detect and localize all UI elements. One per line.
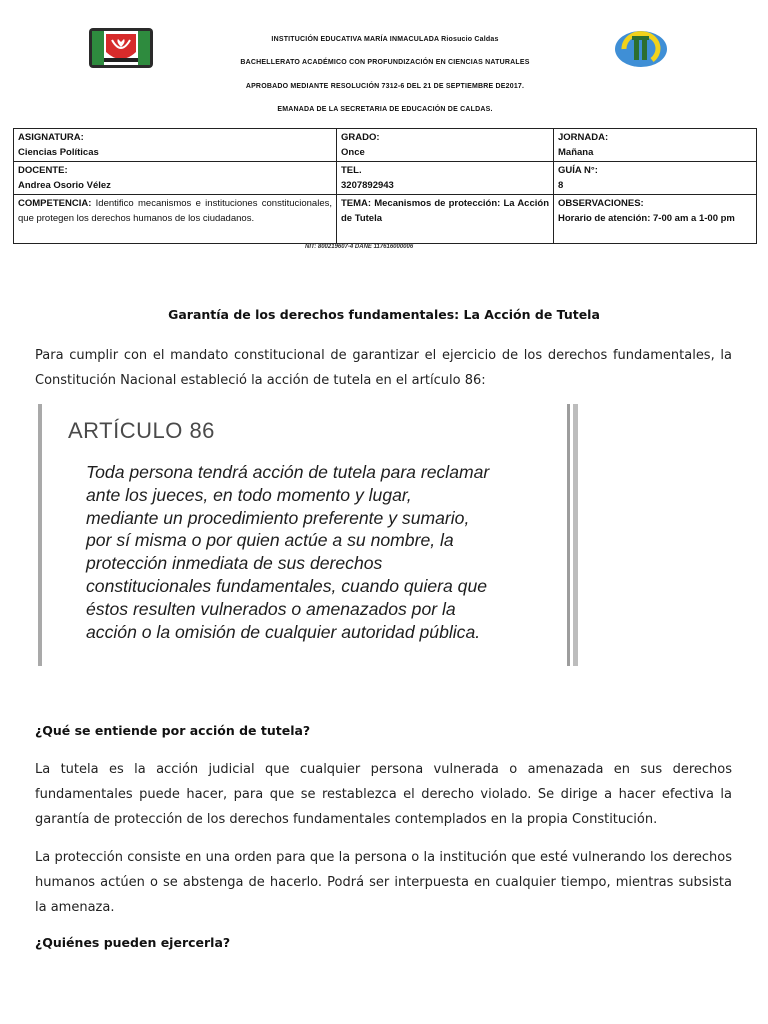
intro-paragraph: Para cumplir con el mandato constitucional de garantizar el ejercicio de los derechos fundamentales, la Constitución Nacional estableció la acción de tutela en el artículo 86: [35,348,732,388]
document-header [0,0,768,125]
jornada-value: Mañana [558,147,594,158]
protection-paragraph: La protección consiste en una orden para que la persona o la institución que esté vulnerando los derechos humanos actúen o se abstenga de hacerlo. Podrá ser interpuesta en cualquier tiempo, mientras subsista la amenaza. [35,850,732,915]
observaciones-cell [554,195,757,244]
observaciones-value: Horario de atención: 7-00 am a 1-00 pm [558,213,735,224]
tel-value: 3207892943 [341,180,394,191]
institution-logo-icon [612,28,670,70]
guia-value: 8 [558,180,564,191]
nit-dane-line: NIT: 800219607-4 DANE 117616000006 [305,244,414,250]
section-title: Garantía de los derechos fundamentales: La Acción de Tutela [168,307,600,322]
guia-label: GUÍA N°: [558,165,598,176]
asignatura-cell [14,129,337,162]
tel-cell [337,162,554,195]
article-line: Toda persona tendrá acción de tutela para reclamar [86,462,490,482]
tutela-definition-paragraph: La tutela es la acción judicial que cualquier persona vulnerada o amenazada en sus derechos fundamentales puede hacer, para que se restablezca el derecho violado. Se dirige a hacer efectiva la garantía de protección de los derechos fundamentales contemplados en la propia Constitución. [35,762,732,827]
image-right-border-outer [573,404,578,666]
grado-cell [337,129,554,162]
grado-value: Once [341,147,365,158]
article-line: protección inmediata de sus derechos [86,553,383,574]
article-text [86,461,546,643]
guia-cell [554,162,757,195]
resolution-line: APROBADO MEDIANTE RESOLUCIÓN 7312-6 DEL 21 DE SEPTIEMBRE DE2017. [245,83,525,90]
article-line: constitucionales fundamentales, cuando quiera que [86,575,488,596]
article-line: éstos resulten vulnerados o amenazados por la [86,598,456,619]
article-heading: ARTÍCULO 86 [68,418,215,443]
tema-cell [337,195,554,244]
tema-label: TEMA: [341,198,372,209]
tel-label: TEL. [341,165,362,176]
competencia-value: Identifico mecanismos e instituciones constitucionales, que protegen los derechos humanos de los ciudadanos. [18,198,332,224]
question-heading-2: ¿Quiénes pueden ejercerla? [35,935,231,950]
question-heading-1: ¿Qué se entiende por acción de tutela? [35,723,311,738]
secretaria-line: EMANADA DE LA SECRETARIA DE EDUCACIÓN DE CALDAS. [277,106,493,113]
asignatura-value: Ciencias Políticas [18,147,99,158]
school-shield-icon [88,26,154,70]
tema-value: Mecanismos de protección: La Acción de Tutela [341,198,549,224]
jornada-label: JORNADA: [558,132,609,143]
course-info-table [13,128,757,244]
institution-name: INSTITUCIÓN EDUCATIVA MARÍA INMACULADA Riosucio Caldas [271,36,499,43]
article-86-image [38,404,578,666]
competencia-label: COMPETENCIA: [18,198,92,209]
grado-label: GRADO: [341,132,380,143]
article-line: acción o la omisión de cualquier autoridad pública. [86,621,481,642]
article-line: mediante un procedimiento preferente y sumario, [86,507,470,528]
jornada-cell [554,129,757,162]
asignatura-label: ASIGNATURA: [18,132,84,143]
image-right-border [567,404,570,666]
article-line: por sí misma o por quien actúe a su nombre, la [86,530,454,551]
docente-label: DOCENTE: [18,165,68,176]
observaciones-label: OBSERVACIONES: [558,198,644,209]
docente-cell [14,162,337,195]
article-line: ante los jueces, en todo momento y lugar, [86,484,412,505]
image-left-border [38,404,42,666]
bachillerato-line: BACHELLERATO ACADÉMICO CON PROFUNDIZACIÓN EN CIENCIAS NATURALES [240,59,530,66]
competencia-cell [14,195,337,244]
docente-value: Andrea Osorio Vélez [18,180,111,191]
